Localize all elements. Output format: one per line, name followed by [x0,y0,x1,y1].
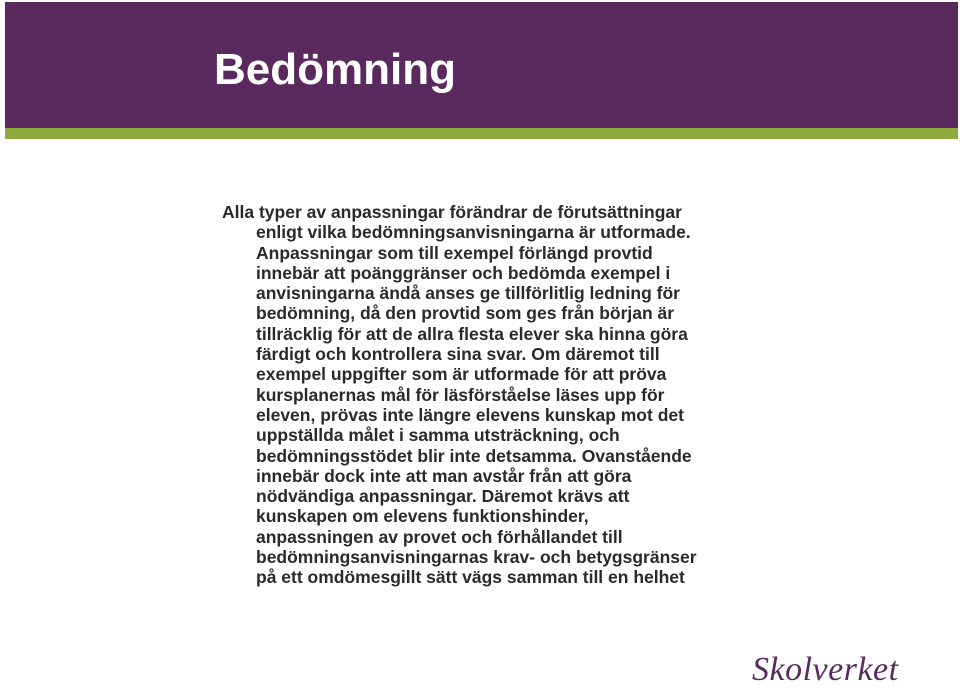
body-line: på ett omdömesgillt sätt vägs samman till en helhet [256,567,685,588]
body-line: innebär att poänggränser och bedömda exempel i [256,262,671,283]
body-line: anvisningarna ändå anses ge tillförlitlig ledning för [256,283,680,304]
body-line: färdigt och kontrollera sina svar. Om däremot till [256,344,660,365]
body-line: kunskapen om elevens funktionshinder, [256,506,589,527]
body-line: innebär dock inte att man avstår från att göra [256,465,632,486]
skolverket-logo: Skolverket [752,651,899,688]
slide-title: Bedömning [214,45,456,94]
body-line: enligt vilka bedömningsanvisningarna är utformade. [256,222,691,243]
body-line: exempel uppgifter som är utformade för att pröva [256,364,667,385]
header-accent-rule [5,128,958,139]
body-line: nödvändiga anpassningar. Däremot krävs att [256,486,630,507]
body-line: Alla typer av anpassningar förändrar de förutsättningar [222,202,682,222]
body-line: bedömningsstödet blir inte detsamma. Ovanstående [256,445,692,466]
body-line: anpassningen av provet och förhållandet till [256,526,623,547]
body-line: tillräcklig för att de allra flesta elever ska hinna göra [256,323,688,344]
body-line: kursplanernas mål för läsförståelse läses upp för [256,384,665,405]
header-band [5,2,958,128]
body-line: bedömningsanvisningarnas krav- och betygsgränser [256,547,697,568]
body-line: eleven, prövas inte längre elevens kunskap mot det [256,404,684,425]
body-line: uppställda målet i samma utsträckning, och [256,425,620,446]
body-line: bedömning, då den provtid som ges från början är [256,303,675,324]
slide-body-text [222,202,822,588]
body-line: Anpassningar som till exempel förlängd provtid [256,242,653,263]
